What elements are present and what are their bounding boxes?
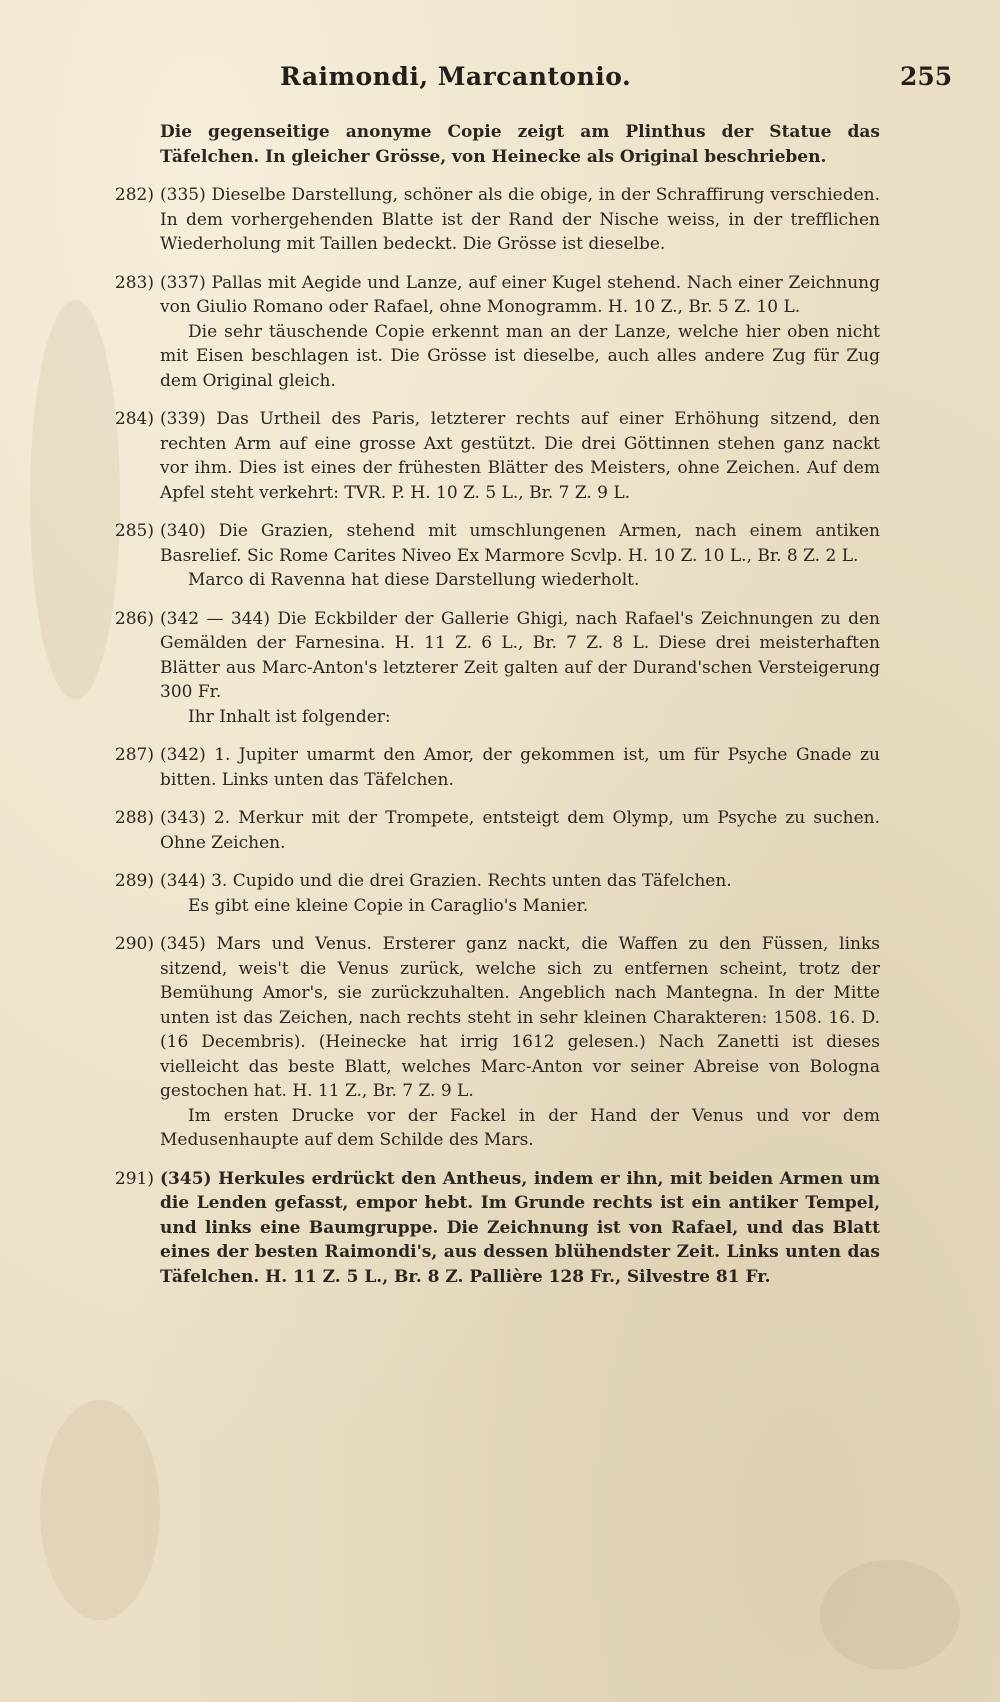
paragraph: Im ersten Drucke vor der Fackel in der Hand der Venus und vor dem Medusenhaupte auf dem Schilde des Mars. xyxy=(160,1105,880,1150)
catalogue-entry-289 xyxy=(80,869,880,918)
paragraph: (342) 1. Jupiter umarmt den Amor, der gekommen ist, um für Psyche Gnade zu bitten. Links unten das Täfelchen. xyxy=(160,745,880,790)
entry-number: 282) xyxy=(114,185,154,205)
page-number: 255 xyxy=(900,62,953,91)
entry-number: 290) xyxy=(114,934,154,954)
paragraph: (337) Pallas mit Aegide und Lanze, auf einer Kugel stehend. Nach einer Zeichnung von Giulio Romano oder Rafael, ohne Monogramm. H. 10 Z., Br. 5 Z. 10 L. xyxy=(160,272,880,317)
paragraph: (339) Das Urtheil des Paris, letzterer rechts auf einer Erhöhung sitzend, den rechten Arm auf eine grosse Axt gestützt. Die drei Göttinnen stehen ganz nackt vor ihm. Dies ist eines der frühesten Blätter des Meisters, ohne Zeichen. Auf dem Apfel steht verkehrt: TVR. P. H. 10 Z. 5 L., Br. 7 Z. 9 L. xyxy=(160,409,880,503)
catalogue-entry-288 xyxy=(80,806,880,855)
entry-number: 284) xyxy=(114,409,154,429)
entry-number: 289) xyxy=(114,871,154,891)
paragraph: (335) Dieselbe Darstellung, schöner als die obige, in der Schraffirung verschieden. In dem vorhergehenden Blatte ist der Rand der Nische weiss, in der trefflichen Wiederholung mit Taillen bedeckt. Die Grösse ist dieselbe. xyxy=(160,185,880,254)
entry-number: 291) xyxy=(114,1168,154,1189)
catalogue-entry-291 xyxy=(80,1167,880,1290)
paper-stain xyxy=(40,1400,160,1620)
catalogue-entry-286 xyxy=(80,607,880,730)
paragraph: (340) Die Grazien, stehend mit umschlungenen Armen, nach einem antiken Basrelief. Sic Rome Carites Niveo Ex Marmore Scvlp. H. 10 Z. 10 L., Br. 8 Z. 2 L. xyxy=(160,521,880,566)
paragraph: (345) Mars und Venus. Ersterer ganz nackt, die Waffen zu den Füssen, links sitzend, weis't die Venus zurück, welche sich zu entfernen scheint, trotz der Bemühung Amor's, sie zurückzuhalten. Angeblich nach Mantegna. In der Mitte unten ist das Zeichen, nach rechts steht in sehr kleinen Charakteren: 1508. 16. D. (16 Decembris). (Heinecke hat irrig 1612 gelesen.) Nach Zanetti ist dieses vielleicht das beste Blatt, welches Marc-Anton vor seiner Abreise von Bologna gestochen hat. H. 11 Z., Br. 7 Z. 9 L. xyxy=(160,934,880,1101)
catalogue-entry-284 xyxy=(80,407,880,505)
running-head: Raimondi, Marcantonio. xyxy=(280,62,632,91)
catalogue-entry-287 xyxy=(80,743,880,792)
catalogue-entry-283 xyxy=(80,271,880,394)
paper-stain xyxy=(820,1560,960,1670)
page-body xyxy=(80,120,880,1303)
entry-number: 287) xyxy=(114,745,154,765)
paragraph: Die sehr täuschende Copie erkennt man an der Lanze, welche hier oben nicht mit Eisen beschlagen ist. Die Grösse ist dieselbe, auch alles andere Zug für Zug dem Original gleich. xyxy=(160,321,880,391)
paragraph: (343) 2. Merkur mit der Trompete, entsteigt dem Olymp, um Psyche zu suchen. Ohne Zeichen. xyxy=(160,808,880,853)
paragraph: Marco di Ravenna hat diese Darstellung wiederholt. xyxy=(188,570,640,590)
paragraph: Ihr Inhalt ist folgender: xyxy=(188,706,391,727)
catalogue-entry-282 xyxy=(80,183,880,257)
entry-number: 286) xyxy=(114,608,154,629)
catalogue-entry-285 xyxy=(80,519,880,593)
entry-number: 283) xyxy=(114,272,154,293)
paragraph: Es gibt eine kleine Copie in Caraglio's Manier. xyxy=(188,895,589,916)
paragraph: Die gegenseitige anonyme Copie zeigt am Plinthus der Statue das Täfelchen. In gleicher Grösse, von Heinecke als Original beschrieben. xyxy=(160,122,880,167)
intro-paragraph xyxy=(80,120,880,169)
entry-number: 288) xyxy=(114,808,154,828)
paragraph: (344) 3. Cupido und die drei Grazien. Rechts unten das Täfelchen. xyxy=(160,871,732,891)
paragraph: (345) Herkules erdrückt den Antheus, indem er ihn, mit beiden Armen um die Lenden gefasst, empor hebt. Im Grunde rechts ist ein antiker Tempel, und links eine Baumgruppe. Die Zeichnung ist von Rafael, und das Blatt eines der besten Raimondi's, aus dessen blühendster Zeit. Links unten das Täfelchen. H. 11 Z. 5 L., Br. 8 Z. Pallière 128 Fr., Silvestre 81 Fr. xyxy=(160,1168,880,1287)
page-header xyxy=(0,62,1000,102)
paragraph: (342 — 344) Die Eckbilder der Gallerie Ghigi, nach Rafael's Zeichnungen zu den Gemälden der Farnesina. H. 11 Z. 6 L., Br. 7 Z. 8 L. Diese drei meisterhaften Blätter aus Marc-Anton's letzterer Zeit galten auf der Durand'schen Versteigerung 300 Fr. xyxy=(160,608,880,702)
entry-number: 285) xyxy=(114,521,154,541)
catalogue-entry-290 xyxy=(80,932,880,1153)
